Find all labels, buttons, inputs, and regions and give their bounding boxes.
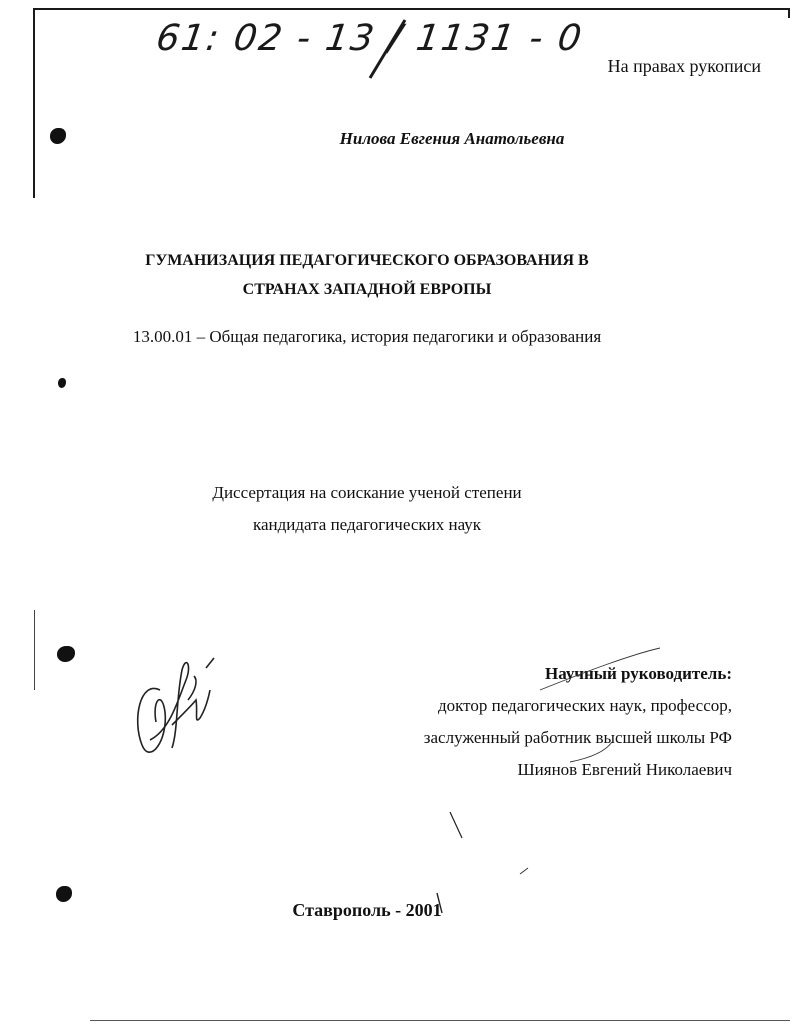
supervisor-name: Шиянов Евгений Николаевич xyxy=(517,760,732,779)
supervisor-block xyxy=(424,658,732,786)
specialty-code: 13.00.01 – Общая педагогика, история педагогики и образования xyxy=(132,327,602,346)
scan-border-bottom xyxy=(90,1020,790,1021)
city-year: Ставрополь - 2001 xyxy=(292,900,442,920)
handwritten-catalog-number: 61: 02 - 13 / 1131 - 0 xyxy=(153,18,586,59)
punch-hole-mark-3 xyxy=(57,646,75,662)
title-line-2: СТРАНАХ ЗАПАДНОЙ ЕВРОПЫ xyxy=(242,281,492,298)
signature xyxy=(138,658,214,752)
scan-border-left-lower xyxy=(34,610,35,690)
title-line-1: ГУМАНИЗАЦИЯ ПЕДАГОГИЧЕСКОГО ОБРАЗОВАНИЯ В xyxy=(145,252,589,269)
scan-border-right xyxy=(788,8,790,18)
degree-line-1: Диссертация на соискание ученой степени xyxy=(212,483,522,502)
scan-border-left xyxy=(33,8,35,198)
degree-statement xyxy=(0,477,794,541)
degree-line-2: кандидата педагогических наук xyxy=(252,515,482,534)
scan-border-top xyxy=(34,8,790,10)
pen-stroke-3 xyxy=(450,812,462,838)
dissertation-title xyxy=(0,246,794,304)
pen-stroke-4 xyxy=(520,868,528,874)
rights-notice: На правах рукописи xyxy=(607,56,761,76)
supervisor-title: заслуженный работник высшей школы РФ xyxy=(423,728,732,747)
author-name: Нилова Евгения Анатольевна xyxy=(339,129,565,148)
supervisor-label: Научный руководитель: xyxy=(545,664,732,683)
punch-hole-mark-2 xyxy=(58,378,66,388)
supervisor-degree: доктор педагогических наук, профессор, xyxy=(437,696,732,715)
